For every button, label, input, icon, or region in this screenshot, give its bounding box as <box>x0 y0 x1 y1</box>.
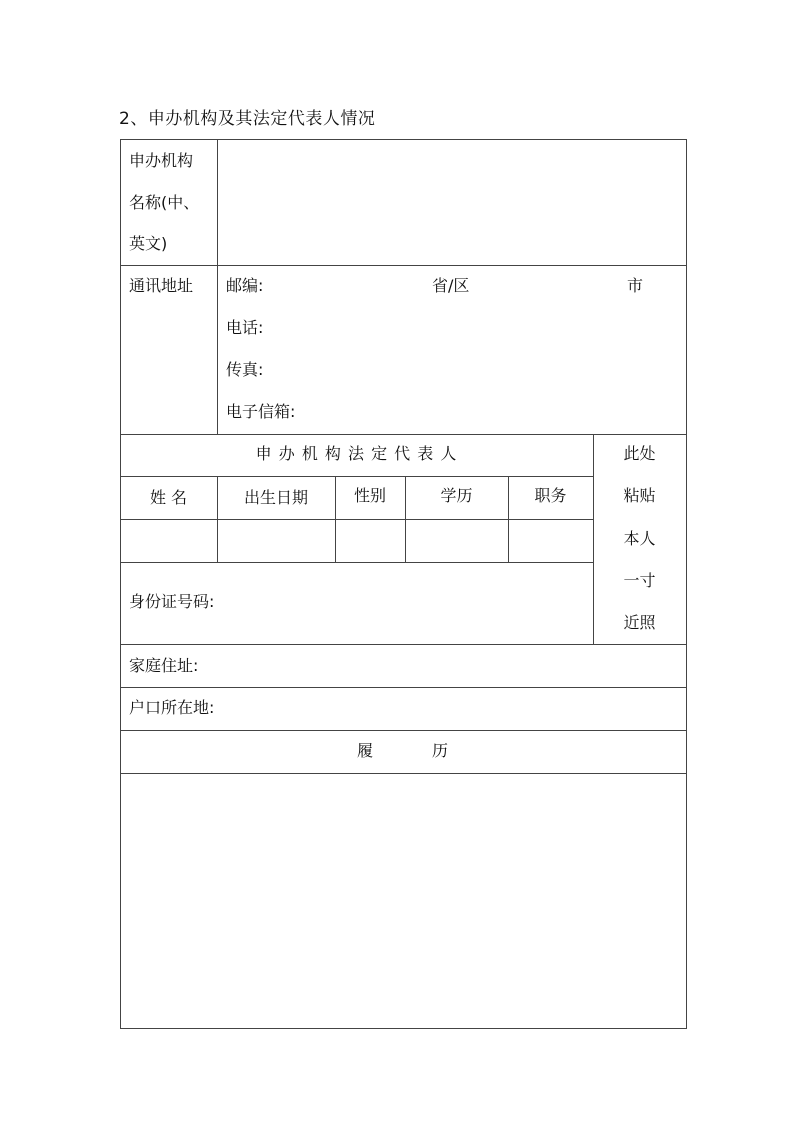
table-border-bottom <box>120 1028 687 1029</box>
position-cell[interactable] <box>509 520 593 562</box>
table-border-right <box>686 139 687 1029</box>
birthdate-cell[interactable] <box>218 520 335 562</box>
resume-header-char1: 履 <box>357 741 374 760</box>
address-label: 通讯地址 <box>129 276 194 295</box>
org-name-label-line3: 英文) <box>129 234 168 253</box>
fax-label: 传真: <box>226 360 264 379</box>
name-cell[interactable] <box>121 520 217 562</box>
row-divider <box>120 265 687 266</box>
row-divider <box>120 476 593 477</box>
resume-header-char2: 历 <box>432 741 449 760</box>
col-header-birthdate: 出生日期 <box>243 488 308 507</box>
legal-rep-header: 申 办 机 构 法 定 代 表 人 <box>255 444 458 463</box>
photo-note-line5: 近照 <box>623 613 656 632</box>
row-divider <box>120 562 593 563</box>
photo-note-line1: 此处 <box>623 444 656 463</box>
postcode-label: 邮编: <box>226 276 264 295</box>
resume-field[interactable] <box>121 774 686 1028</box>
gender-cell[interactable] <box>336 520 405 562</box>
phone-label: 电话: <box>226 318 264 337</box>
row-divider <box>120 644 687 645</box>
row-divider <box>120 730 687 731</box>
education-cell[interactable] <box>406 520 508 562</box>
section-title: 2、申办机构及其法定代表人情况 <box>119 109 376 129</box>
org-name-label-line2: 名称(中、 <box>129 193 200 212</box>
col-header-name: 姓 名 <box>149 488 188 507</box>
email-label: 电子信箱: <box>226 402 296 421</box>
col-header-gender: 性别 <box>353 486 386 505</box>
province-label: 省/区 <box>432 276 470 295</box>
row-divider <box>120 434 687 435</box>
col-header-education: 学历 <box>440 486 473 505</box>
photo-note-line3: 本人 <box>623 529 656 548</box>
org-name-field[interactable] <box>218 140 686 265</box>
photo-note-line2: 粘贴 <box>623 486 656 505</box>
col-header-position: 职务 <box>534 486 567 505</box>
org-name-label-line1: 申办机构 <box>129 151 194 170</box>
city-label: 市 <box>627 276 644 295</box>
household-registration-label: 户口所在地: <box>129 698 215 717</box>
photo-note-line4: 一寸 <box>623 571 656 590</box>
row-divider <box>120 687 687 688</box>
id-number-label: 身份证号码: <box>129 592 215 611</box>
home-address-label: 家庭住址: <box>129 656 199 675</box>
